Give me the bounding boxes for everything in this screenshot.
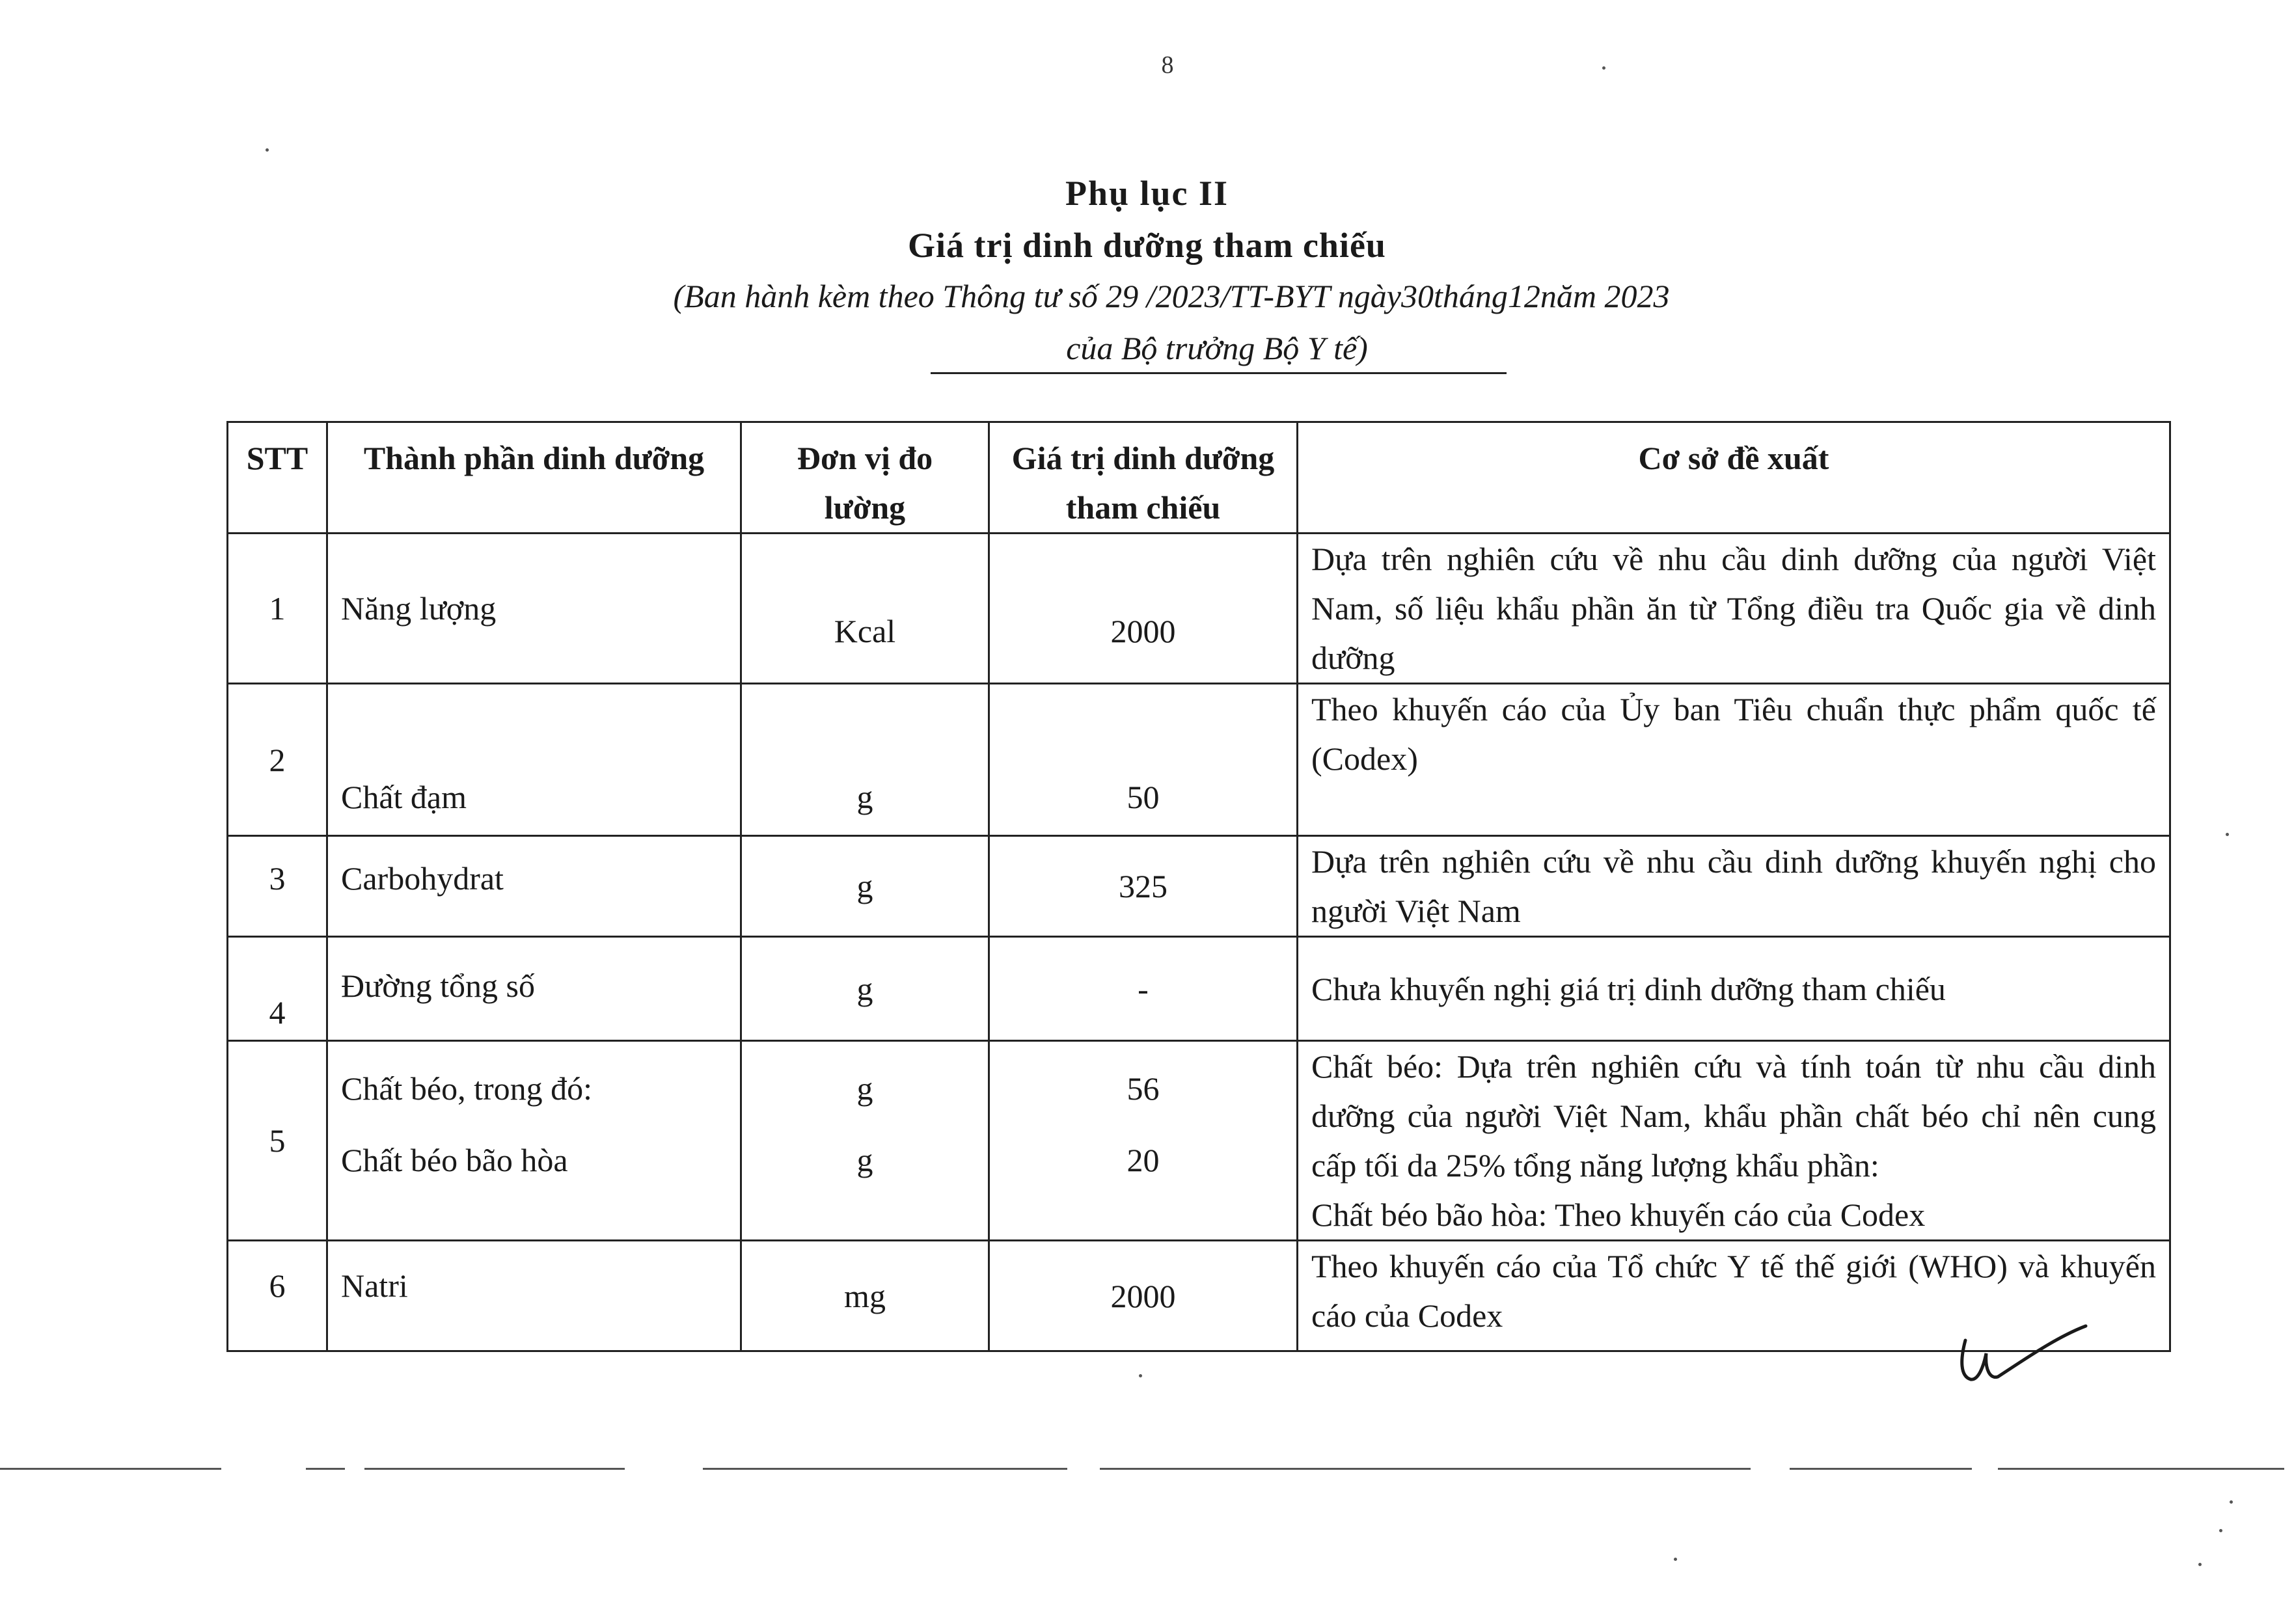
row-component: Chất đạm bbox=[327, 684, 741, 836]
table-row bbox=[228, 1041, 2170, 1241]
scan-speck bbox=[2230, 1500, 2233, 1504]
row-unit: mg bbox=[741, 1241, 989, 1351]
row-unit: g bbox=[856, 1070, 873, 1107]
issuance-line-2: của Bộ trưởng Bộ Y tế) bbox=[1066, 330, 1368, 366]
row-value-group bbox=[989, 1041, 1298, 1241]
row-basis: Theo khuyến cáo của Tổ chức Y tế thế giới (WHO) và khuyến cáo của Codex bbox=[1298, 1241, 2170, 1351]
row-basis: Theo khuyến cáo của Ủy ban Tiêu chuẩn thực phẩm quốc tế (Codex) bbox=[1298, 684, 2170, 836]
initials-signature bbox=[1952, 1314, 2089, 1386]
row-unit-group bbox=[741, 1041, 989, 1241]
row-basis: Dựa trên nghiên cứu về nhu cầu dinh dưỡng của người Việt Nam, số liệu khẩu phần ăn từ Tổng điều tra Quốc gia về dinh dưỡng bbox=[1298, 534, 2170, 684]
row-unit: g bbox=[741, 937, 989, 1041]
row-component: Natri bbox=[327, 1241, 741, 1351]
row-unit: g bbox=[741, 836, 989, 937]
scan-artifact-line bbox=[0, 1468, 221, 1470]
row-value: 2000 bbox=[989, 1241, 1298, 1351]
header-reference-value: Giá trị dinh dưỡng tham chiếu bbox=[989, 422, 1298, 534]
table-header-row bbox=[228, 422, 2170, 534]
table-row bbox=[228, 1241, 2170, 1351]
row-stt: 5 bbox=[228, 1041, 327, 1241]
row-value-sub: 20 bbox=[1127, 1142, 1160, 1178]
row-component-group bbox=[327, 1041, 741, 1241]
scan-artifact-line bbox=[1100, 1468, 1751, 1470]
row-value: 50 bbox=[989, 684, 1298, 836]
row-stt: 2 bbox=[228, 684, 327, 836]
table-row bbox=[228, 937, 2170, 1041]
row-stt: 3 bbox=[228, 836, 327, 937]
row-component: Năng lượng bbox=[327, 534, 741, 684]
scan-speck bbox=[1602, 66, 1605, 70]
scan-speck bbox=[1139, 1374, 1142, 1377]
scan-speck bbox=[2198, 1563, 2202, 1566]
nutrition-reference-table bbox=[226, 421, 2171, 1352]
row-basis: Chưa khuyến nghị giá trị dinh dưỡng tham chiếu bbox=[1298, 937, 2170, 1041]
row-basis-group bbox=[1298, 1041, 2170, 1241]
header-stt: STT bbox=[228, 422, 327, 534]
scan-artifact-line bbox=[306, 1468, 345, 1470]
scan-artifact-line bbox=[1790, 1468, 1972, 1470]
row-unit-sub: g bbox=[856, 1142, 873, 1178]
row-component: Carbohydrat bbox=[327, 836, 741, 937]
scan-speck bbox=[2219, 1529, 2222, 1532]
row-unit: g bbox=[741, 684, 989, 836]
header-unit: Đơn vị đo lường bbox=[741, 422, 989, 534]
table-row bbox=[228, 836, 2170, 937]
row-basis: Dựa trên nghiên cứu về nhu cầu dinh dưỡng khuyến nghị cho người Việt Nam bbox=[1298, 836, 2170, 937]
row-stt: 6 bbox=[228, 1241, 327, 1351]
row-value: - bbox=[989, 937, 1298, 1041]
row-value: 56 bbox=[1127, 1070, 1160, 1107]
header-basis: Cơ sở đề xuất bbox=[1298, 422, 2170, 534]
page-number: 8 bbox=[1161, 51, 1174, 79]
scan-artifact-line bbox=[703, 1468, 1067, 1470]
scan-artifact-line bbox=[364, 1468, 625, 1470]
scan-speck bbox=[2226, 833, 2229, 836]
table-row bbox=[228, 684, 2170, 836]
row-component: Đường tổng số bbox=[327, 937, 741, 1041]
row-component-sub: Chất béo bão hòa bbox=[341, 1142, 568, 1178]
row-stt: 4 bbox=[228, 937, 327, 1041]
appendix-title: Phụ lục II bbox=[1065, 174, 1229, 213]
row-component: Chất béo, trong đó: bbox=[341, 1070, 593, 1107]
title-underline bbox=[931, 372, 1507, 374]
row-basis: Chất béo: Dựa trên nghiên cứu và tính toán từ nhu cầu dinh dưỡng của người Việt Nam, khẩu phần chất béo chỉ nên cung cấp tối da 25% tổng năng lượng khẩu phần: bbox=[1311, 1048, 2156, 1184]
scan-speck bbox=[1674, 1558, 1677, 1561]
document-title: Giá trị dinh dưỡng tham chiếu bbox=[908, 226, 1386, 265]
row-unit: Kcal bbox=[741, 534, 989, 684]
row-value: 325 bbox=[989, 836, 1298, 937]
scan-artifact-line bbox=[1998, 1468, 2284, 1470]
table-row bbox=[228, 534, 2170, 684]
row-stt: 1 bbox=[228, 534, 327, 684]
header-component: Thành phần dinh dưỡng bbox=[327, 422, 741, 534]
row-basis-sub: Chất béo bão hòa: Theo khuyến cáo của Codex bbox=[1311, 1197, 1926, 1233]
row-value: 2000 bbox=[989, 534, 1298, 684]
issuance-line-1: (Ban hành kèm theo Thông tư số 29 /2023/TT-BYT ngày30tháng12năm 2023 bbox=[673, 278, 1670, 314]
scan-speck bbox=[266, 148, 269, 152]
